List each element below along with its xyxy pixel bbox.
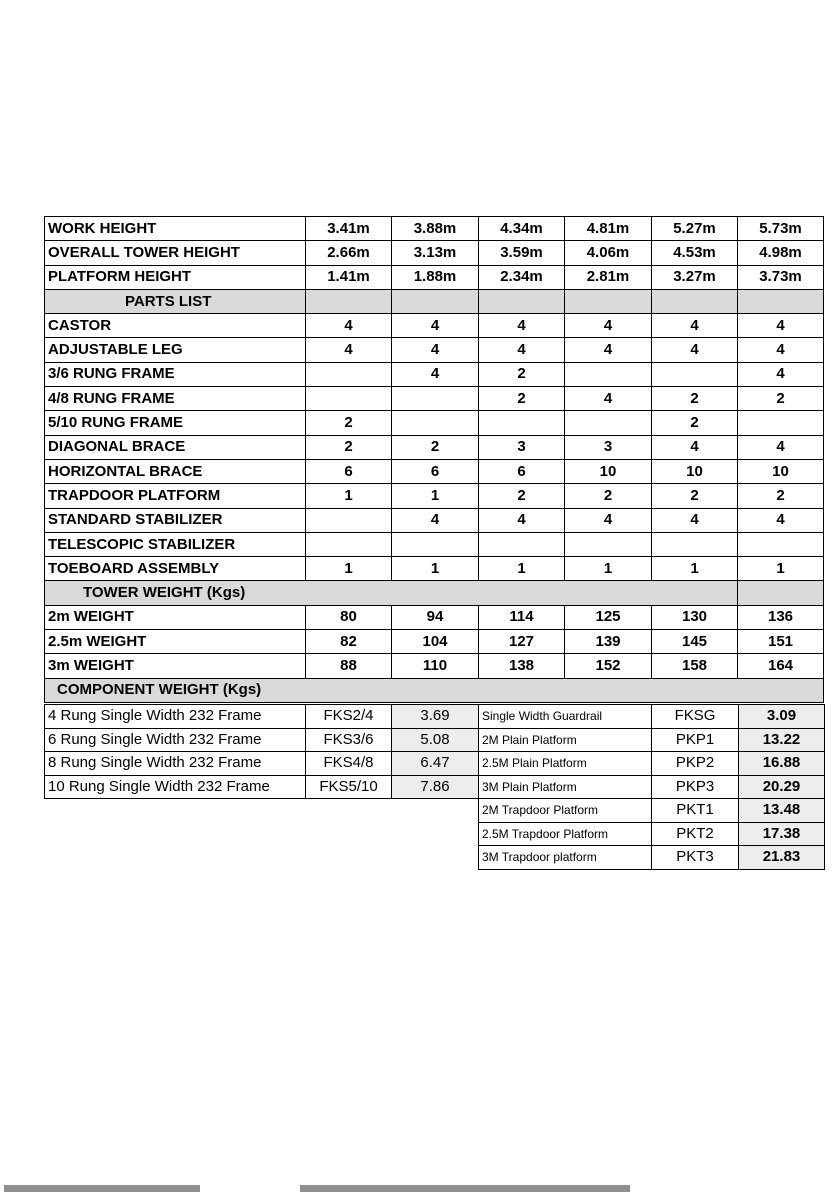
footer-text-fragment xyxy=(4,1185,200,1192)
component-weight: 17.38 xyxy=(739,822,825,846)
weight-row xyxy=(45,605,824,629)
empty-cell xyxy=(738,581,824,605)
weight-value: 114 xyxy=(479,605,565,629)
height-cell: 4.98m xyxy=(738,241,824,265)
frame-code: FKS4/8 xyxy=(306,752,392,776)
component-row xyxy=(45,846,825,870)
component-code: FKSG xyxy=(652,705,739,729)
component-row xyxy=(45,799,825,823)
overall-height-row xyxy=(45,241,824,265)
component-name: 3M Trapdoor platform xyxy=(479,846,652,870)
section-header: COMPONENT WEIGHT (Kgs) xyxy=(45,678,824,702)
part-qty xyxy=(565,411,652,435)
part-qty: 4 xyxy=(738,314,824,338)
part-qty: 1 xyxy=(738,557,824,581)
height-cell: 1.88m xyxy=(392,265,479,289)
part-row xyxy=(45,387,824,411)
part-name: 3/6 RUNG FRAME xyxy=(45,362,306,386)
part-qty: 6 xyxy=(306,459,392,483)
part-name: 4/8 RUNG FRAME xyxy=(45,387,306,411)
part-qty: 4 xyxy=(565,508,652,532)
part-row xyxy=(45,411,824,435)
row-label: PLATFORM HEIGHT xyxy=(45,265,306,289)
component-row xyxy=(45,728,825,752)
height-cell: 2.81m xyxy=(565,265,652,289)
part-qty: 4 xyxy=(652,338,738,362)
frame-weight: 6.47 xyxy=(392,752,479,776)
part-qty xyxy=(306,362,392,386)
part-qty: 10 xyxy=(738,459,824,483)
weight-value: 82 xyxy=(306,630,392,654)
component-weight: 21.83 xyxy=(739,846,825,870)
component-row xyxy=(45,775,825,799)
height-cell: 2.34m xyxy=(479,265,565,289)
part-row xyxy=(45,338,824,362)
part-qty: 2 xyxy=(479,387,565,411)
part-qty: 1 xyxy=(565,557,652,581)
part-qty xyxy=(392,411,479,435)
component-name: 2M Trapdoor Platform xyxy=(479,799,652,823)
weight-value: 80 xyxy=(306,605,392,629)
section-header: TOWER WEIGHT (Kgs) xyxy=(45,581,738,605)
empty-cell xyxy=(738,289,824,313)
row-label: OVERALL TOWER HEIGHT xyxy=(45,241,306,265)
component-code: PKT1 xyxy=(652,799,739,823)
weight-value: 138 xyxy=(479,654,565,678)
component-weight: 13.48 xyxy=(739,799,825,823)
component-code: PKP2 xyxy=(652,752,739,776)
part-row xyxy=(45,532,824,556)
part-qty: 4 xyxy=(738,362,824,386)
frame-code: FKS3/6 xyxy=(306,728,392,752)
frame-name: 8 Rung Single Width 232 Frame xyxy=(45,752,306,776)
part-qty: 10 xyxy=(565,459,652,483)
weight-row xyxy=(45,630,824,654)
tower-spec-table xyxy=(44,216,824,703)
part-qty xyxy=(392,387,479,411)
part-qty: 4 xyxy=(565,314,652,338)
component-name: Single Width Guardrail xyxy=(479,705,652,729)
component-row xyxy=(45,705,825,729)
part-row xyxy=(45,435,824,459)
part-qty: 4 xyxy=(738,508,824,532)
part-row xyxy=(45,557,824,581)
height-cell: 4.06m xyxy=(565,241,652,265)
part-qty: 2 xyxy=(652,387,738,411)
weight-value: 164 xyxy=(738,654,824,678)
part-qty: 2 xyxy=(652,411,738,435)
part-qty: 4 xyxy=(652,508,738,532)
platform-height-row xyxy=(45,265,824,289)
part-row xyxy=(45,484,824,508)
parts-list-header-row xyxy=(45,289,824,313)
part-qty: 2 xyxy=(306,435,392,459)
weight-value: 88 xyxy=(306,654,392,678)
part-qty: 4 xyxy=(392,338,479,362)
part-qty: 1 xyxy=(392,484,479,508)
component-weight-body xyxy=(45,705,825,870)
component-row xyxy=(45,752,825,776)
component-code: PKP1 xyxy=(652,728,739,752)
part-name: ADJUSTABLE LEG xyxy=(45,338,306,362)
frame-code: FKS2/4 xyxy=(306,705,392,729)
empty-cell xyxy=(652,289,738,313)
component-row xyxy=(45,822,825,846)
part-row xyxy=(45,314,824,338)
part-qty: 4 xyxy=(306,314,392,338)
height-cell: 4.53m xyxy=(652,241,738,265)
empty-cell xyxy=(392,289,479,313)
height-cell: 3.88m xyxy=(392,217,479,241)
row-label: WORK HEIGHT xyxy=(45,217,306,241)
component-weight: 20.29 xyxy=(739,775,825,799)
part-qty: 2 xyxy=(738,387,824,411)
part-qty: 4 xyxy=(565,387,652,411)
weight-value: 125 xyxy=(565,605,652,629)
component-weight-header-row xyxy=(45,678,824,702)
weight-value: 152 xyxy=(565,654,652,678)
component-weight: 16.88 xyxy=(739,752,825,776)
part-qty: 1 xyxy=(306,484,392,508)
component-code: PKT3 xyxy=(652,846,739,870)
component-name: 2.5M Trapdoor Platform xyxy=(479,822,652,846)
part-qty: 4 xyxy=(479,314,565,338)
part-qty: 4 xyxy=(738,435,824,459)
component-name: 2M Plain Platform xyxy=(479,728,652,752)
part-qty: 4 xyxy=(392,314,479,338)
frame-weight: 3.69 xyxy=(392,705,479,729)
height-cell: 3.73m xyxy=(738,265,824,289)
part-qty: 1 xyxy=(306,557,392,581)
component-code: PKT2 xyxy=(652,822,739,846)
frame-code: FKS5/10 xyxy=(306,775,392,799)
height-cell: 5.73m xyxy=(738,217,824,241)
part-qty xyxy=(479,411,565,435)
part-name: 5/10 RUNG FRAME xyxy=(45,411,306,435)
part-qty xyxy=(652,532,738,556)
part-qty: 10 xyxy=(652,459,738,483)
weight-value: 151 xyxy=(738,630,824,654)
weight-value: 127 xyxy=(479,630,565,654)
part-name: HORIZONTAL BRACE xyxy=(45,459,306,483)
empty-cell xyxy=(479,289,565,313)
part-qty: 3 xyxy=(565,435,652,459)
part-qty xyxy=(306,387,392,411)
part-qty xyxy=(479,532,565,556)
part-name: TRAPDOOR PLATFORM xyxy=(45,484,306,508)
component-weight-table xyxy=(44,704,825,870)
part-qty xyxy=(392,532,479,556)
part-qty: 4 xyxy=(652,435,738,459)
part-qty: 4 xyxy=(565,338,652,362)
part-qty: 1 xyxy=(652,557,738,581)
part-qty: 2 xyxy=(392,435,479,459)
part-qty: 4 xyxy=(392,362,479,386)
part-row xyxy=(45,362,824,386)
component-name: 2.5M Plain Platform xyxy=(479,752,652,776)
weight-value: 158 xyxy=(652,654,738,678)
tower-spec-body xyxy=(45,217,824,703)
part-qty: 4 xyxy=(738,338,824,362)
tower-weight-header-row xyxy=(45,581,824,605)
part-qty xyxy=(652,362,738,386)
part-qty: 4 xyxy=(306,338,392,362)
part-qty xyxy=(565,532,652,556)
part-qty xyxy=(565,362,652,386)
part-qty: 2 xyxy=(479,362,565,386)
height-cell: 2.66m xyxy=(306,241,392,265)
component-weight: 3.09 xyxy=(739,705,825,729)
height-cell: 3.13m xyxy=(392,241,479,265)
part-qty: 2 xyxy=(479,484,565,508)
height-cell: 3.59m xyxy=(479,241,565,265)
part-qty: 2 xyxy=(652,484,738,508)
part-qty: 6 xyxy=(479,459,565,483)
height-cell: 4.81m xyxy=(565,217,652,241)
component-code: PKP3 xyxy=(652,775,739,799)
part-qty: 1 xyxy=(479,557,565,581)
part-qty xyxy=(306,532,392,556)
work-height-row xyxy=(45,217,824,241)
empty-cell xyxy=(565,289,652,313)
weight-value: 94 xyxy=(392,605,479,629)
part-qty xyxy=(738,411,824,435)
frame-name: 6 Rung Single Width 232 Frame xyxy=(45,728,306,752)
height-cell: 3.41m xyxy=(306,217,392,241)
frame-name: 10 Rung Single Width 232 Frame xyxy=(45,775,306,799)
blank-area xyxy=(45,799,479,823)
part-qty: 2 xyxy=(306,411,392,435)
blank-area xyxy=(45,822,479,846)
weight-row xyxy=(45,654,824,678)
part-name: TOEBOARD ASSEMBLY xyxy=(45,557,306,581)
weight-value: 139 xyxy=(565,630,652,654)
part-qty: 4 xyxy=(392,508,479,532)
empty-cell xyxy=(306,289,392,313)
part-row xyxy=(45,508,824,532)
blank-area xyxy=(45,846,479,870)
component-weight: 13.22 xyxy=(739,728,825,752)
part-qty: 4 xyxy=(479,508,565,532)
weight-value: 104 xyxy=(392,630,479,654)
weight-value: 136 xyxy=(738,605,824,629)
height-cell: 4.34m xyxy=(479,217,565,241)
weight-value: 130 xyxy=(652,605,738,629)
part-qty: 4 xyxy=(652,314,738,338)
frame-name: 4 Rung Single Width 232 Frame xyxy=(45,705,306,729)
height-cell: 5.27m xyxy=(652,217,738,241)
part-qty: 2 xyxy=(565,484,652,508)
part-qty: 3 xyxy=(479,435,565,459)
height-cell: 1.41m xyxy=(306,265,392,289)
section-header: PARTS LIST xyxy=(45,289,306,313)
component-name: 3M Plain Platform xyxy=(479,775,652,799)
weight-name: 3m WEIGHT xyxy=(45,654,306,678)
part-qty xyxy=(306,508,392,532)
weight-value: 145 xyxy=(652,630,738,654)
part-qty: 1 xyxy=(392,557,479,581)
part-name: TELESCOPIC STABILIZER xyxy=(45,532,306,556)
height-cell: 3.27m xyxy=(652,265,738,289)
weight-value: 110 xyxy=(392,654,479,678)
part-name: STANDARD STABILIZER xyxy=(45,508,306,532)
part-row xyxy=(45,459,824,483)
frame-weight: 7.86 xyxy=(392,775,479,799)
part-name: DIAGONAL BRACE xyxy=(45,435,306,459)
part-qty: 4 xyxy=(479,338,565,362)
weight-name: 2.5m WEIGHT xyxy=(45,630,306,654)
footer-text-fragment xyxy=(300,1185,630,1192)
part-qty xyxy=(738,532,824,556)
frame-weight: 5.08 xyxy=(392,728,479,752)
weight-name: 2m WEIGHT xyxy=(45,605,306,629)
part-qty: 6 xyxy=(392,459,479,483)
cut-off-footer-text xyxy=(0,1183,840,1192)
part-name: CASTOR xyxy=(45,314,306,338)
part-qty: 2 xyxy=(738,484,824,508)
